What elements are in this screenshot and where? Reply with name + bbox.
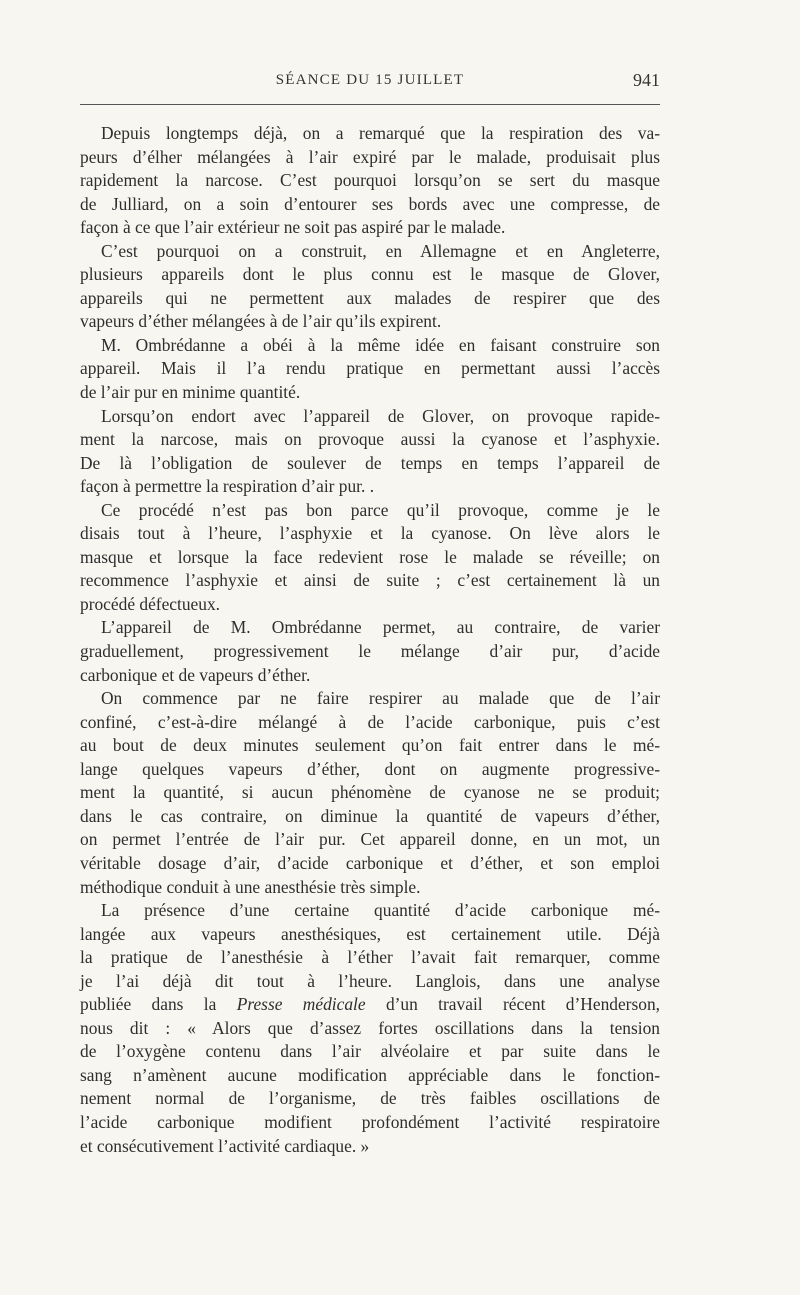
text-line: l’acide carbonique modifient profondément l’activité respiratoire xyxy=(80,1111,660,1132)
text-line: au bout de deux minutes seulement qu’on fait entrer dans le mé- xyxy=(80,735,660,756)
text-segment: d’un travail récent d’Henderson, xyxy=(365,994,660,1015)
text-line: sang n’amènent aucune modification appréciable dans le fonction- xyxy=(80,1064,660,1085)
body-text xyxy=(80,122,660,1158)
text-line: carbonique et de vapeurs d’éther. xyxy=(80,664,311,685)
text-line: La présence d’une certaine quantité d’acide carbonique mé- xyxy=(101,900,660,921)
text-line: On commence par ne faire respirer au malade que de l’air xyxy=(101,688,660,709)
text-line: M. Ombrédanne a obéi à la même idée en faisant construire son xyxy=(101,334,660,355)
text-line: graduellement, progressivement le mélange d’air pur, d’acide xyxy=(80,641,660,662)
page-number: 941 xyxy=(633,70,660,90)
text-line: recommence l’asphyxie et ainsi de suite ; c’est certainement là un xyxy=(80,570,660,591)
text-line: vapeurs d’éther mélangées à de l’air qu’ils expirent. xyxy=(80,311,442,332)
text-line: on permet l’entrée de l’air pur. Cet appareil donne, en un mot, un xyxy=(80,829,660,850)
text-line: rapidement la narcose. C’est pourquoi lorsqu’on se sert du masque xyxy=(80,170,660,191)
text-line: la pratique de l’anesthésie à l’éther l’avait fait remarquer, comme xyxy=(80,947,660,968)
text-line: et consécutivement l’activité cardiaque. » xyxy=(80,1135,370,1156)
text-line: façon à ce que l’air extérieur ne soit pas aspiré par le malade. xyxy=(80,217,506,238)
header-rule xyxy=(80,104,660,105)
page-header xyxy=(80,72,660,96)
text-line: nous dit : « Alors que d’assez fortes oscillations dans la tension xyxy=(80,1017,660,1038)
text-line: ment la quantité, si aucun phénomène de cyanose ne se produit; xyxy=(80,782,660,803)
text-line: C’est pourquoi on a construit, en Allemagne et en Angleterre, xyxy=(101,240,660,261)
text-line: L’appareil de M. Ombrédanne permet, au contraire, de varier xyxy=(101,617,660,638)
text-segment: publiée dans la xyxy=(80,994,237,1015)
text-line: véritable dosage d’air, d’acide carbonique et d’éther, et son emploi xyxy=(80,852,660,873)
text-line: peurs d’élher mélangées à l’air expiré par le malade, produisait plus xyxy=(80,146,660,167)
text-line: je l’ai déjà dit tout à l’heure. Langlois, dans une analyse xyxy=(80,970,660,991)
text-line: nement normal de l’organisme, de très faibles oscillations de xyxy=(80,1088,660,1109)
text-line: dans le cas contraire, on diminue la quantité de vapeurs d’éther, xyxy=(80,805,660,826)
text-line: masque et lorsque la face redevient rose le malade se réveille; on xyxy=(80,546,660,567)
text-line: façon à permettre la respiration d’air pur. . xyxy=(80,476,375,497)
text-line: confiné, c’est-à-dire mélangé à de l’acide carbonique, puis c’est xyxy=(80,711,660,732)
text-line: appareils qui ne permettent aux malades de respirer que des xyxy=(80,287,660,308)
text-line: lange quelques vapeurs d’éther, dont on augmente progressive- xyxy=(80,758,660,779)
text-line: Ce procédé n’est pas bon parce qu’il provoque, comme je le xyxy=(101,499,660,520)
text-line: Depuis longtemps déjà, on a remarqué que la respiration des va- xyxy=(101,123,660,143)
text-line: appareil. Mais il l’a rendu pratique en permettant aussi l’accès xyxy=(80,358,660,379)
journal-title: Presse médicale xyxy=(236,994,366,1015)
text-line: de l’air pur en minime quantité. xyxy=(80,382,301,403)
text-line: disais tout à l’heure, l’asphyxie et la cyanose. On lève alors le xyxy=(80,523,660,544)
text-line: De là l’obligation de soulever de temps en temps l’appareil de xyxy=(80,452,660,473)
text-line: méthodique conduit à une anesthésie très simple. xyxy=(80,876,421,897)
text-line: de Julliard, on a soin d’entourer ses bords avec une compresse, de xyxy=(80,193,660,214)
running-title: SÉANCE DU 15 JUILLET xyxy=(275,72,465,88)
text-line-with-citation xyxy=(80,993,660,1017)
text-line: langée aux vapeurs anesthésiques, est certainement utile. Déjà xyxy=(80,923,660,944)
text-line: ment la narcose, mais on provoque aussi la cyanose et l’asphyxie. xyxy=(80,429,660,450)
text-line: Lorsqu’on endort avec l’appareil de Glover, on provoque rapide- xyxy=(101,405,660,426)
text-line: procédé défectueux. xyxy=(80,593,221,614)
text-line: de l’oxygène contenu dans l’air alvéolaire et par suite dans le xyxy=(80,1041,660,1062)
text-line: plusieurs appareils dont le plus connu est le masque de Glover, xyxy=(80,264,660,285)
